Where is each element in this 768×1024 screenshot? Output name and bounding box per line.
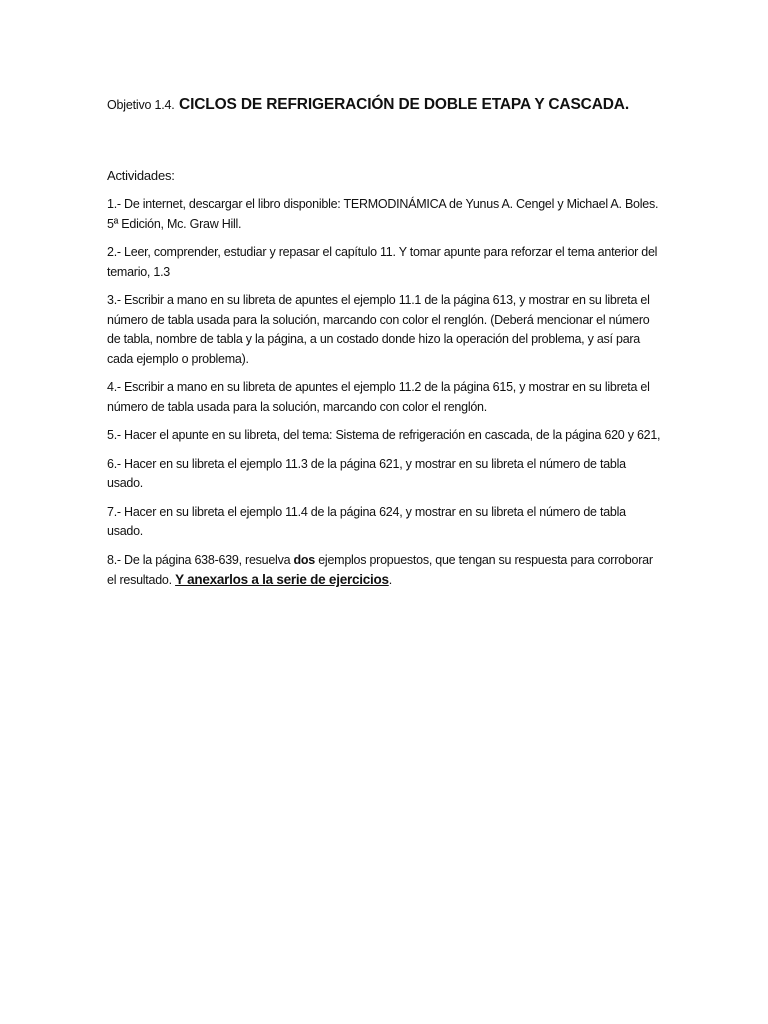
activity-8-text-middle: ejemplos propuestos, que tengan su respuesta para corroborar el resultado. <box>107 552 653 587</box>
activity-8-underlined-emphasis: Y anexarlos a la serie de ejercicios <box>175 572 389 587</box>
activity-8-bold-word: dos <box>293 552 315 567</box>
activity-item-5: 5.- Hacer el apunte en su libreta, del tema: Sistema de refrigeración en cascada, de la página 620 y 621, <box>107 428 661 442</box>
document-content <box>107 94 662 591</box>
activity-item-3: 3.- Escribir a mano en su libreta de apuntes el ejemplo 11.1 de la página 613, y mostrar en su libreta el número de tabla usada para la solución, marcando con color el renglón. (Deberá mencionar el número de tabla, nombre de tabla y la página, a un costado donde hizo la operación del problema, y así para cada ejemplo o problema). <box>107 293 650 366</box>
objective-heading: CICLOS DE REFRIGERACIÓN DE DOBLE ETAPA Y CASCADA. <box>179 96 629 113</box>
activity-item-1: 1.- De internet, descargar el libro disponible: TERMODINÁMICA de Yunus A. Cengel y Michael A. Boles. 5ª Edición, Mc. Graw Hill. <box>107 197 659 231</box>
activity-item-8 <box>107 551 662 591</box>
activity-list <box>107 195 662 591</box>
activity-item-4: 4.- Escribir a mano en su libreta de apuntes el ejemplo 11.2 de la página 615, y mostrar en su libreta el número de tabla usada para la solución, marcando con color el renglón. <box>107 380 650 414</box>
activity-item-2: 2.- Leer, comprender, estudiar y repasar el capítulo 11. Y tomar apunte para reforzar el tema anterior del temario, 1.3 <box>107 245 658 279</box>
activities-heading: Actividades: <box>107 168 175 183</box>
objective-title <box>107 94 662 116</box>
activity-8-text-end: . <box>388 573 392 587</box>
activity-8-text-start: 8.- De la página 638-639, resuelva <box>107 552 294 567</box>
activity-item-6: 6.- Hacer en su libreta el ejemplo 11.3 de la página 621, y mostrar en su libreta el número de tabla usado. <box>107 456 626 490</box>
objective-label: Objetivo 1.4. <box>107 98 175 112</box>
activity-item-7: 7.- Hacer en su libreta el ejemplo 11.4 de la página 624, y mostrar en su libreta el número de tabla usado. <box>107 504 626 538</box>
